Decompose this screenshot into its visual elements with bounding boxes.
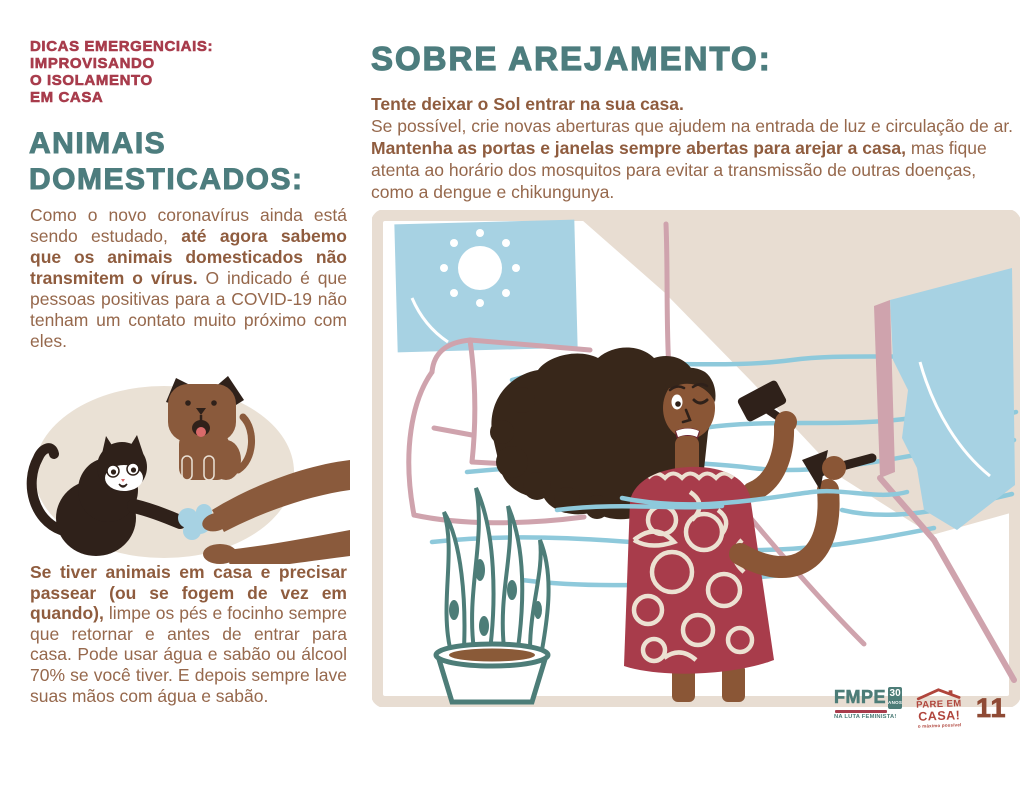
- fmpe-name: FMPE: [834, 687, 887, 707]
- fmpe-tagline: NA LUTA FEMINISTA!: [834, 714, 897, 720]
- window-left: [394, 220, 577, 353]
- arejamento-paragraph: Tente deixar o Sol entrar na sua casa. Se possível, crie novas aberturas que ajudem na entrada de luz e circulação de ar. Mantenha as portas e janelas sempre abertas para arejar a casa, mas fique atenta ao horário dos mosquitos para evitar a transmissão de outras doenças, como a dengue e chikungunya.: [371, 94, 1014, 202]
- fmpe-30-anos-badge: 30 ANOS: [888, 687, 902, 709]
- kicker-line: O ISOLAMENTO: [30, 72, 153, 89]
- kicker-line: IMPROVISANDO: [30, 55, 155, 72]
- footer: [834, 687, 1007, 728]
- pets-paragraph-2: Se tiver animais em casa e precisar passear (ou se fogem de vez em quando), limpe os pés e focinho sempre que retornar e antes de entrar para casa. Pode usar água e sabão ou álcool 70% se você tiver. E depois sempre lave suas mãos com água e sabão.: [30, 562, 347, 706]
- pets-illustration: [16, 372, 350, 564]
- pets-paragraph-1: Como o novo coronavírus ainda está sendo estudado, até agora sabemo que os animais domesticados não transmitem o vírus. O indicado é que pessoas positivas para a COVID-19 não tenham um contato muito próximo com eles.: [30, 205, 347, 351]
- fist: [822, 456, 846, 480]
- hanging-cord-line: [666, 224, 669, 370]
- page-number: 11: [976, 693, 1007, 723]
- sobre-arejamento-heading: SOBRE AREJAMENTO:: [371, 40, 772, 77]
- fist: [775, 411, 797, 433]
- kicker-heading: [30, 38, 213, 106]
- fmpe-tagline-bar: [835, 710, 887, 713]
- heading-line: DOMESTICADOS:: [29, 163, 304, 196]
- pare-line1: PARE EM: [916, 698, 962, 711]
- pare-subtext: o máximo possível: [917, 722, 962, 729]
- heading-line: ANIMAIS: [29, 127, 167, 160]
- kicker-line: EM CASA: [30, 89, 104, 106]
- animais-domesticados-heading: [29, 126, 304, 198]
- pare-line2: CASA!: [918, 708, 961, 724]
- pare-em-casa-logo: [910, 686, 967, 729]
- kicker-line: DICAS EMERGENCIAIS:: [30, 38, 214, 55]
- fmpe-logo: [834, 687, 902, 720]
- airing-illustration: [372, 210, 1020, 707]
